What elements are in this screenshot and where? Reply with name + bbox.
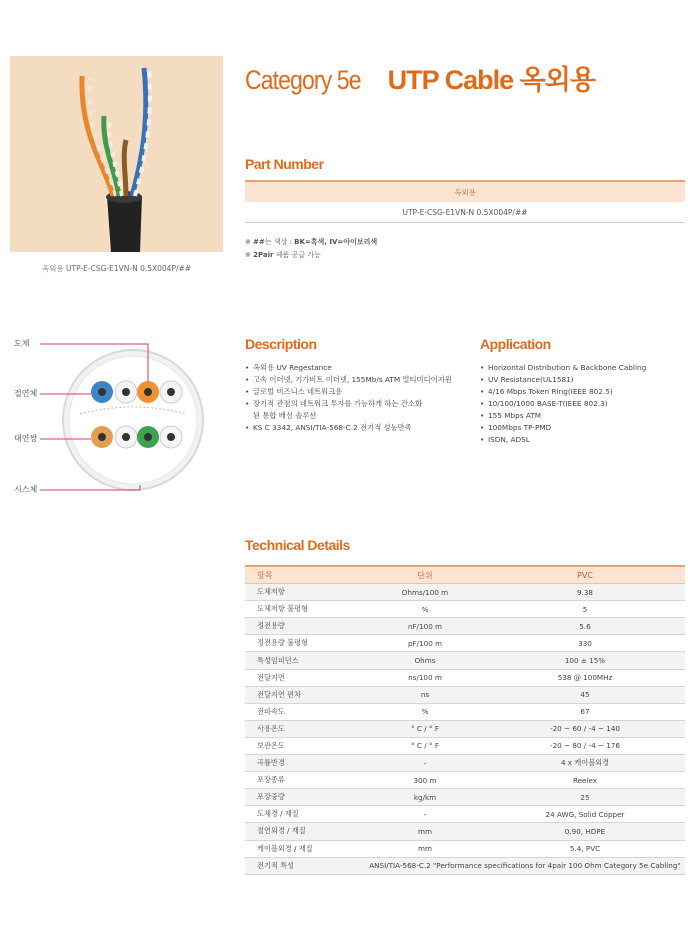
list-item: • 장기적 관점의 네트워크 투자를 가능하게 하는 간소화된 통합 배선 솔루션 <box>245 398 423 422</box>
list-item: • 155 Mbps ATM <box>480 410 695 422</box>
table-cell: -20 ~ 80 / -4 ~ 176 <box>485 737 685 754</box>
table-cell: % <box>365 601 485 618</box>
table-cell: 곡률반경 <box>245 755 365 772</box>
table-row <box>245 755 685 772</box>
table-cell: 정전용량 불평형 <box>245 635 365 652</box>
title-bold: UTP Cable <box>387 65 514 95</box>
table-cell: - <box>365 755 485 772</box>
table-cell: 도체저항 <box>245 584 365 601</box>
table-cell: 5.6 <box>485 618 685 635</box>
table-cell: 25 <box>485 789 685 806</box>
table-row <box>245 584 685 601</box>
diagram-label-conductor: 도체 <box>14 339 30 348</box>
table-cell: 5.4, PVC <box>485 840 685 857</box>
table-cell: pF/100 m <box>365 635 485 652</box>
table-row <box>245 720 685 737</box>
application-list <box>480 362 695 446</box>
table-cell: % <box>365 703 485 720</box>
table-cell: Reelex <box>485 772 685 789</box>
title-korean: 옥외용 <box>519 65 595 95</box>
table-cell: 포장중량 <box>245 789 365 806</box>
table-cell: 45 <box>485 686 685 703</box>
application-title: Application <box>480 336 551 352</box>
table-cell: 5 <box>485 601 685 618</box>
part-number-note-2: ※ 2Pair 제품 공급 가능 <box>245 251 321 259</box>
table-cell: 538 @ 100MHz <box>485 669 685 686</box>
part-number-note-1: ※ ##는 색상 : BK=흑색, IV=아이보리색 <box>245 238 378 246</box>
part-number-table <box>245 180 685 223</box>
table-cell: 케이블외경 / 재질 <box>245 840 365 857</box>
part-number-value: UTP-E-CSG-E1VN-N 0.5X004P/## <box>245 202 685 223</box>
product-photo <box>10 56 223 252</box>
table-cell: 전기적 특성 <box>245 857 365 874</box>
table-row <box>245 652 685 669</box>
table-cell: 4 x 케이블외경 <box>485 755 685 772</box>
table-cell: 67 <box>485 703 685 720</box>
table-cell: 보관온도 <box>245 737 365 754</box>
table-row <box>245 686 685 703</box>
table-cell: nF/100 m <box>365 618 485 635</box>
technical-title: Technical Details <box>245 537 350 553</box>
table-cell: 도체경 / 재질 <box>245 806 365 823</box>
table-cell: 사용온도 <box>245 720 365 737</box>
table-cell: 330 <box>485 635 685 652</box>
cable-illustration <box>10 56 223 252</box>
table-row <box>245 737 685 754</box>
table-header-cell: 항목 <box>245 566 365 584</box>
description-list <box>245 362 465 434</box>
table-cell: 9.38 <box>485 584 685 601</box>
table-cell: ANSI/TIA-568-C.2 "Performance specifications for 4pair 100 Ohm Category 5e Cabling" <box>365 857 685 874</box>
table-cell: 도체저항 불평형 <box>245 601 365 618</box>
table-cell: 전파속도 <box>245 703 365 720</box>
table-row <box>245 806 685 823</box>
list-item: • KS C 3342, ANSI/TIA-568-C.2 전기적 성능만족 <box>245 422 465 434</box>
table-row <box>245 857 685 874</box>
table-row <box>245 669 685 686</box>
table-header-row <box>245 566 685 584</box>
title-light: Category 5e <box>245 65 361 95</box>
diagram-label-sheath: 시스체 <box>14 485 38 494</box>
table-row <box>245 789 685 806</box>
table-row <box>245 840 685 857</box>
list-item: • UV Resistance(UL1581) <box>480 374 695 386</box>
list-item: • 옥외용 UV Regestance <box>245 362 465 374</box>
table-header-cell: PVC <box>485 566 685 584</box>
table-row <box>245 635 685 652</box>
part-number-title: Part Number <box>245 156 324 172</box>
table-cell: 24 AWG, Solid Copper <box>485 806 685 823</box>
list-item: • 4/16 Mbps Token Ring(IEEE 802.5) <box>480 386 695 398</box>
table-cell: ° C / ° F <box>365 720 485 737</box>
table-header-cell: 단위 <box>365 566 485 584</box>
cable-cross-section-diagram <box>10 330 225 510</box>
list-item: • ISDN, ADSL <box>480 434 695 446</box>
table-cell: Ohms <box>365 652 485 669</box>
list-item: • 100Mbps TP-PMD <box>480 422 695 434</box>
table-cell: 특성임피던스 <box>245 652 365 669</box>
page-title <box>245 58 595 97</box>
table-cell: - <box>365 806 485 823</box>
list-item: • 10/100/1000 BASE-T(IEEE 802.3) <box>480 398 695 410</box>
table-cell: 정전용량 <box>245 618 365 635</box>
technical-table <box>245 565 685 875</box>
table-cell: -20 ~ 60 / -4 ~ 140 <box>485 720 685 737</box>
table-row <box>245 703 685 720</box>
part-number-header: 옥외용 <box>245 181 685 202</box>
table-cell: 전달지연 편차 <box>245 686 365 703</box>
table-cell: mm <box>365 840 485 857</box>
table-cell: mm <box>365 823 485 840</box>
table-row <box>245 618 685 635</box>
table-cell: 포장종류 <box>245 772 365 789</box>
diagram-label-insulator: 절연체 <box>14 389 38 398</box>
table-row <box>245 823 685 840</box>
list-item: • 고속 이더넷, 기가비트 이더넷, 155Mb/s ATM 멀티미디어지원 <box>245 374 465 386</box>
list-item: • 글로벌 비즈니스 네트워크용 <box>245 386 465 398</box>
list-item: • Horizontal Distribution & Backbone Cabling <box>480 362 695 374</box>
photo-caption: 옥외용 UTP-E-CSG-E1VN-N 0.5X004P/## <box>41 264 192 273</box>
table-cell: 100 ± 15% <box>485 652 685 669</box>
table-cell: Ohms/100 m <box>365 584 485 601</box>
table-row <box>245 772 685 789</box>
description-title: Description <box>245 336 317 352</box>
table-cell: ns/100 m <box>365 669 485 686</box>
table-row <box>245 601 685 618</box>
table-cell: ° C / ° F <box>365 737 485 754</box>
table-cell: 300 m <box>365 772 485 789</box>
table-cell: 전달지연 <box>245 669 365 686</box>
table-cell: kg/km <box>365 789 485 806</box>
diagram-label-twisted-pair: 대연쌍 <box>14 434 38 443</box>
table-cell: ns <box>365 686 485 703</box>
table-cell: 0.90, HDPE <box>485 823 685 840</box>
table-cell: 절연외경 / 재질 <box>245 823 365 840</box>
